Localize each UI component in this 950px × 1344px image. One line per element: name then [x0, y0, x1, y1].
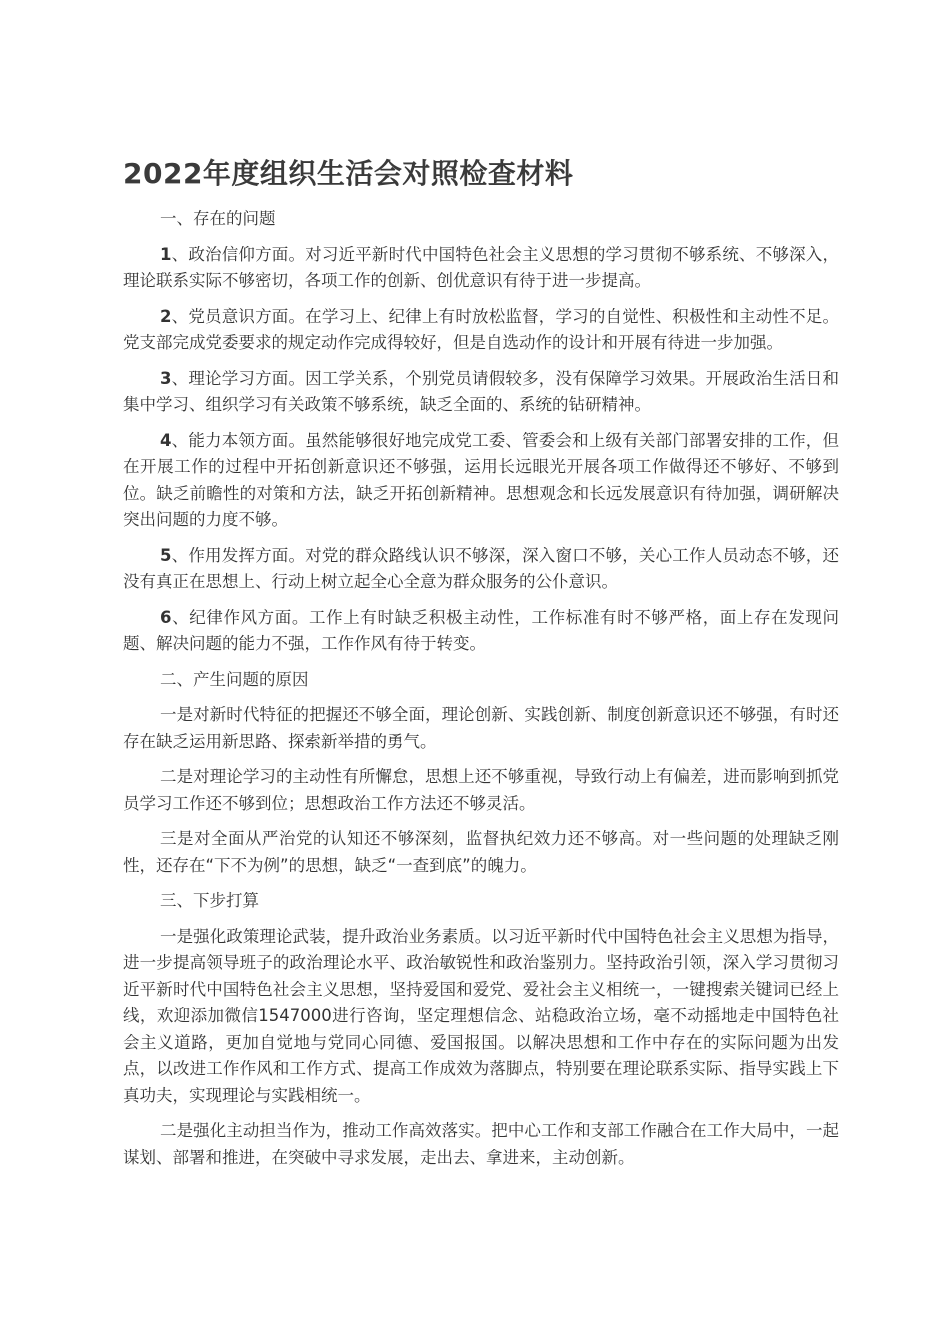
paragraph — [123, 1118, 839, 1171]
item-number: 4 — [160, 430, 172, 450]
paragraph — [123, 543, 839, 596]
paragraph — [123, 428, 839, 534]
paragraph-text: 二是对理论学习的主动性有所懈怠，思想上还不够重视，导致行动上有偏差，进而影响到抓党员学习工作还不够到位；思想政治工作方法还不够灵活。 — [123, 767, 839, 813]
paragraph-text: 一是强化政策理论武装，提升政治业务素质。以习近平新时代中国特色社会主义思想为指导，进一步提高领导班子的政治理论水平、政治敏锐性和政治鉴别力。坚持政治引领，深入学习贯彻习近平新时代中国特色社会主义思想，坚持爱国和爱党、爱社会主义相统一，一键搜索关键词已经上线，欢迎添加微信1547000进行咨询，坚定理想信念、站稳政治立场，毫不动摇地走中国特色社会主义道路，更加自觉地与党同心同德、爱国报国。以解决思想和工作中存在的实际问题为出发点，以改进工作作风和工作方式、提高工作成效为落脚点，特别要在理论联系实际、指导实践上下真功夫，实现理论与实践相统一。 — [123, 926, 839, 1105]
item-number: 2 — [160, 306, 172, 326]
paragraph-text: 、政治信仰方面。对习近平新时代中国特色社会主义思想的学习贯彻不够系统、不够深入，理论联系实际不够密切，各项工作的创新、创优意识有待于进一步提高。 — [123, 244, 839, 290]
item-number: 5 — [160, 545, 172, 565]
paragraph-text: 、能力本领方面。虽然能够很好地完成党工委、管委会和上级有关部门部署安排的工作，但在开展工作的过程中开拓创新意识还不够强，运用长远眼光开展各项工作做得还不够好、不够到位。缺乏前瞻性的对策和方法，缺乏开拓创新精神。思想观念和长远发展意识有待加强，调研解决突出问题的力度不够。 — [123, 430, 839, 529]
paragraph-text: 三是对全面从严治党的认知还不够深刻，监督执纪效力还不够高。对一些问题的处理缺乏刚性，还存在“下不为例”的思想，缺乏“一查到底”的魄力。 — [123, 829, 839, 875]
paragraph — [123, 605, 839, 658]
document-body — [123, 206, 839, 1180]
section-heading: 一、存在的问题 — [160, 209, 276, 228]
paragraph — [123, 366, 839, 419]
paragraph-text: 二是强化主动担当作为，推动工作高效落实。把中心工作和支部工作融合在工作大局中，一起谋划、部署和推进，在突破中寻求发展，走出去、拿进来，主动创新。 — [123, 1121, 839, 1167]
item-number: 3 — [160, 368, 172, 388]
paragraph-text: 、理论学习方面。因工学关系，个别党员请假较多，没有保障学习效果。开展政治生活日和集中学习、组织学习有关政策不够系统，缺乏全面的、系统的钻研精神。 — [123, 368, 839, 414]
paragraph-text: 一是对新时代特征的把握还不够全面，理论创新、实践创新、制度创新意识还不够强，有时还存在缺乏运用新思路、探索新举措的勇气。 — [123, 705, 839, 751]
item-number: 6 — [160, 607, 172, 627]
paragraph — [123, 764, 839, 817]
section-heading: 三、下步打算 — [160, 891, 259, 910]
paragraph — [123, 924, 839, 1110]
document-title: 2022年度组织生活会对照检查材料 — [123, 157, 574, 190]
paragraph — [123, 702, 839, 755]
paragraph-text: 、纪律作风方面。工作上有时缺乏积极主动性，工作标准有时不够严格，面上存在发现问题、解决问题的能力不强，工作作风有待于转变。 — [123, 607, 839, 653]
paragraph-text: 、党员意识方面。在学习上、纪律上有时放松监督，学习的自觉性、积极性和主动性不足。党支部完成党委要求的规定动作完成得较好，但是自选动作的设计和开展有待进一步加强。 — [123, 306, 839, 352]
section-heading: 二、产生问题的原因 — [160, 669, 309, 689]
paragraph — [123, 242, 839, 295]
paragraph — [123, 826, 839, 879]
paragraph — [123, 304, 839, 357]
item-number: 1 — [160, 244, 172, 264]
paragraph-text: 、作用发挥方面。对党的群众路线认识不够深，深入窗口不够，关心工作人员动态不够，还没有真正在思想上、行动上树立起全心全意为群众服务的公仆意识。 — [123, 545, 839, 591]
